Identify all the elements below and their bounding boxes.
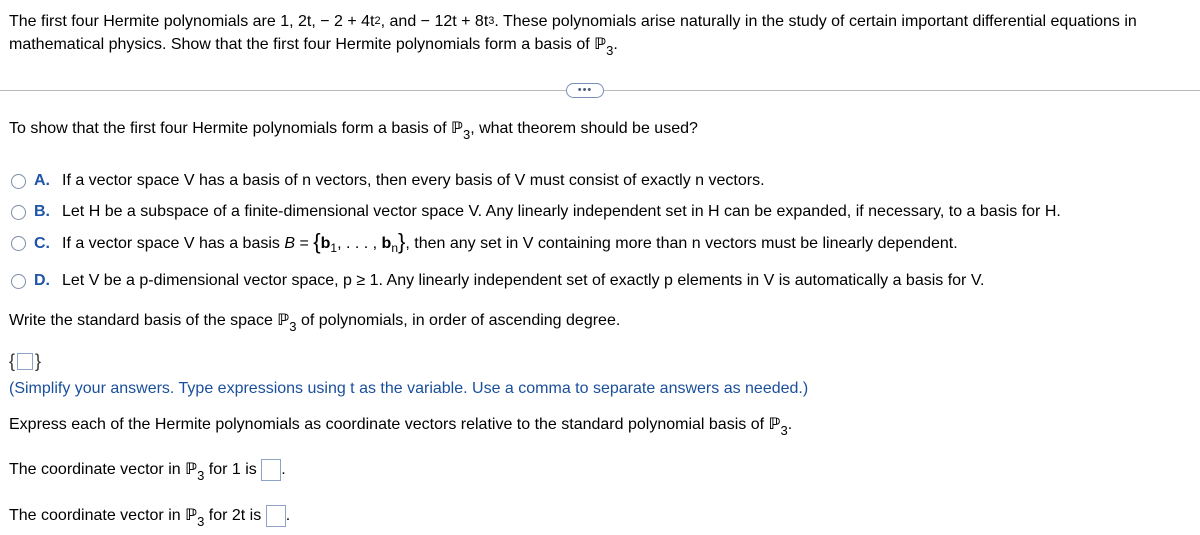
question1-suffix: , what theorem should be used? bbox=[470, 120, 698, 137]
space-symbol: ℙ bbox=[185, 505, 198, 525]
coord2-prefix: The coordinate vector in bbox=[9, 507, 186, 525]
option-text: If a vector space V has a basis of n vectors, then every basis of V must consist of exactly n vectors. bbox=[62, 172, 765, 189]
intro-text-d: mathematical physics. Show that the first four Hermite polynomials form a basis of bbox=[9, 36, 595, 53]
option-letter: C. bbox=[34, 234, 50, 252]
ellipsis-icon: ••• bbox=[577, 84, 593, 96]
basis-set-answer bbox=[9, 351, 41, 372]
answer-hint: (Simplify your answers. Type expressions using t as the variable. Use a comma to separate answers as needed.) bbox=[9, 380, 809, 397]
basis-answer-input[interactable] bbox=[17, 353, 33, 370]
space-subscript: 3 bbox=[197, 514, 205, 530]
problem-statement-line-1 bbox=[9, 12, 1137, 33]
coord1-mid: for 1 is bbox=[204, 461, 262, 479]
space-symbol: ℙ bbox=[594, 34, 607, 53]
option-letter: A. bbox=[34, 172, 50, 189]
option-c-text-a: If a vector space V has a basis bbox=[62, 235, 285, 252]
coord2-period: . bbox=[285, 507, 291, 525]
coordinate-vector-1-row bbox=[9, 459, 286, 484]
option-d[interactable] bbox=[11, 271, 984, 291]
radio-button-b[interactable] bbox=[11, 205, 26, 220]
exponent-2: 2 bbox=[374, 15, 381, 27]
left-brace: { bbox=[313, 229, 321, 254]
question2-prefix: Write the standard basis of the space bbox=[9, 312, 278, 329]
expand-button[interactable] bbox=[566, 83, 604, 98]
question3-suffix: . bbox=[787, 416, 793, 433]
bn-subscript: n bbox=[391, 241, 398, 255]
exponent-3: 3 bbox=[488, 15, 495, 27]
intro-text-a: The first four Hermite polynomials are 1, 2t, − 2 + 4t bbox=[9, 13, 375, 30]
basis-vector-b1: b bbox=[320, 235, 331, 252]
coordinate-vector-2t-row bbox=[9, 505, 291, 530]
basis-vector-bn: b bbox=[381, 235, 392, 252]
coord1-prefix: The coordinate vector in bbox=[9, 461, 186, 479]
b1-subscript: 1 bbox=[330, 241, 338, 255]
set-open-brace: { bbox=[9, 351, 16, 371]
coord1-period: . bbox=[281, 461, 286, 479]
basis-symbol: B bbox=[284, 235, 296, 252]
intro-text-c: . These polynomials arise naturally in the study of certain important differential equations in bbox=[494, 13, 1137, 30]
option-letter: D. bbox=[34, 272, 50, 289]
question1-prefix: To show that the first four Hermite polynomials form a basis of bbox=[9, 120, 451, 137]
option-letter: B. bbox=[34, 203, 50, 220]
coordinate-vector-2t-input[interactable] bbox=[266, 505, 286, 527]
option-text: Let H be a subspace of a finite-dimensional vector space V. Any linearly independent set in H can be expanded, if necessary, to a basis for H. bbox=[62, 203, 1061, 220]
coordinate-vector-1-input[interactable] bbox=[261, 459, 281, 481]
coordinate-vectors-question bbox=[9, 414, 793, 438]
option-text: Let V be a p-dimensional vector space, p ≥ 1. Any linearly independent set of exactly p elements in V is automatically a basis for V. bbox=[62, 272, 985, 289]
space-symbol: ℙ bbox=[768, 414, 781, 433]
space-subscript: 3 bbox=[606, 43, 614, 58]
ellipsis-text: , . . . , bbox=[337, 235, 382, 252]
radio-button-a[interactable] bbox=[11, 174, 26, 189]
option-text bbox=[62, 229, 958, 255]
equals-sign: = bbox=[295, 235, 314, 252]
right-brace: } bbox=[398, 229, 406, 254]
question3-prefix: Express each of the Hermite polynomials as coordinate vectors relative to the standard polynomial basis of bbox=[9, 416, 769, 433]
option-c-text-b: , then any set in V containing more than n vectors must be linearly dependent. bbox=[405, 235, 958, 252]
radio-button-d[interactable] bbox=[11, 274, 26, 289]
intro-text-b: , and − 12t + 8t bbox=[380, 13, 489, 30]
space-symbol: ℙ bbox=[277, 310, 290, 329]
coord2-mid: for 2t is bbox=[204, 507, 266, 525]
option-b[interactable] bbox=[11, 202, 1061, 222]
option-c[interactable] bbox=[11, 229, 958, 255]
intro-period: . bbox=[613, 36, 618, 53]
space-subscript: 3 bbox=[197, 468, 205, 484]
question2-suffix: of polynomials, in order of ascending degree. bbox=[296, 312, 621, 329]
theorem-question bbox=[9, 118, 698, 142]
space-subscript: 3 bbox=[780, 423, 788, 438]
problem-statement-line-2 bbox=[9, 34, 618, 58]
space-symbol: ℙ bbox=[450, 118, 463, 137]
space-subscript: 3 bbox=[289, 319, 297, 334]
standard-basis-question bbox=[9, 310, 621, 334]
space-symbol: ℙ bbox=[185, 459, 198, 479]
set-close-brace: } bbox=[35, 351, 42, 371]
option-a[interactable] bbox=[11, 171, 765, 191]
radio-button-c[interactable] bbox=[11, 236, 26, 251]
space-subscript: 3 bbox=[462, 127, 471, 142]
